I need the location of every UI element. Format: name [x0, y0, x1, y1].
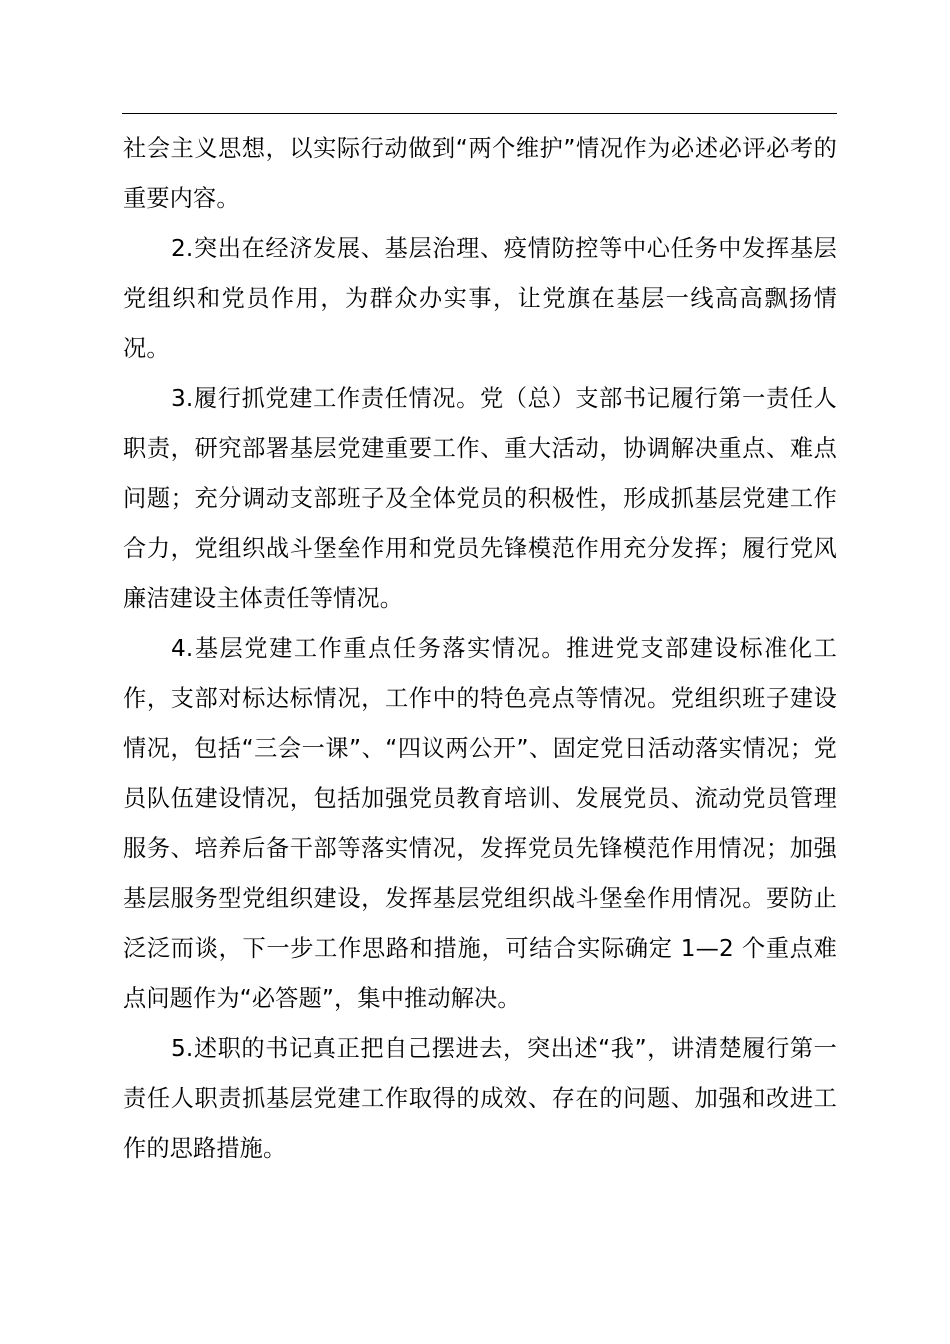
paragraph-item-2: 2.突出在经济发展、基层治理、疫情防控等中心任务中发挥基层党组织和党员作用，为群众办实事，让党旗在基层一线高高飘扬情况。 — [123, 235, 837, 362]
paragraph-item-3: 3.履行抓党建工作责任情况。党（总）支部书记履行第一责任人职责，研究部署基层党建重要工作、重大活动，协调解决重点、难点问题；充分调动支部班子及全体党员的积极性，形成抓基层党建工作合力，党组织战斗堡垒作用和党员先锋模范作用充分发挥；履行党风廉洁建设主体责任等情况。 — [123, 385, 837, 612]
header-rule — [122, 113, 837, 114]
paragraph-item-5: 5.述职的书记真正把自己摆进去，突出述“我”，讲清楚履行第一责任人职责抓基层党建工作取得的成效、存在的问题、加强和改进工作的思路措施。 — [123, 1035, 837, 1162]
paragraph-item-4: 4.基层党建工作重点任务落实情况。推进党支部建设标准化工作，支部对标达标情况，工作中的特色亮点等情况。党组织班子建设情况，包括“三会一课”、“四议两公开”、固定党日活动落实情况；党员队伍建设情况，包括加强党员教育培训、发展党员、流动党员管理服务、培养后备干部等落实情况，发挥党员先锋模范作用情况；加强基层服务型党组织建设，发挥基层党组织战斗堡垒作用情况。要防止泛泛而谈，下一步工作思路和措施，可结合实际确定 1—2 个重点难点问题作为“必答题”，集中推动解决。 — [123, 635, 837, 1012]
document-body — [123, 124, 837, 1174]
paragraph-continuation: 社会主义思想，以实际行动做到“两个维护”情况作为必述必评必考的重要内容。 — [123, 135, 837, 212]
